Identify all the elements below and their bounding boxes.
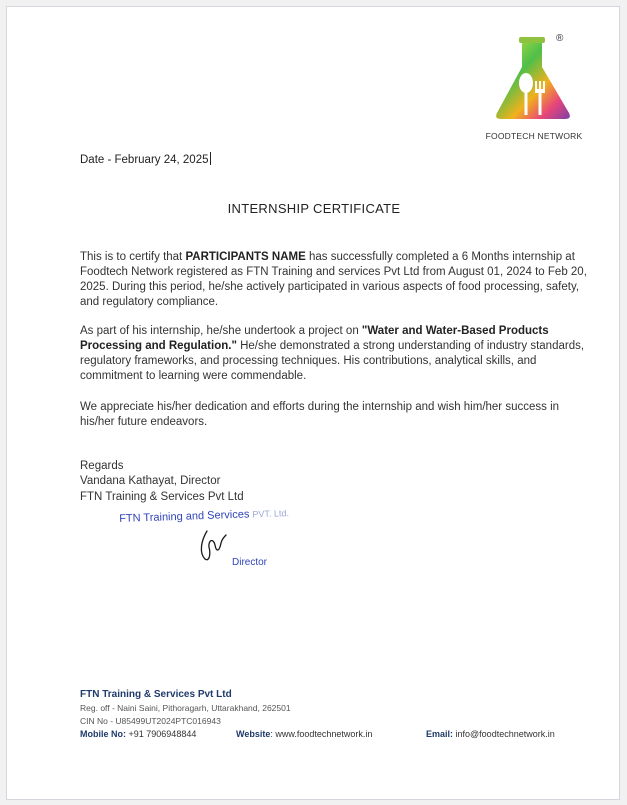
footer-company: FTN Training & Services Pvt Ltd: [80, 689, 232, 700]
footer: [80, 689, 580, 743]
paragraph-appreciation: We appreciate his/her dedication and efforts during the internship and wish him/her success in his/her future endeavors.: [80, 401, 560, 428]
mobile-number: +91 7906948844: [128, 729, 197, 739]
text-cursor: [210, 152, 211, 165]
mobile-label: Mobile No:: [80, 729, 126, 739]
footer-mobile: [80, 729, 196, 739]
footer-cin: CIN No - U85499UT2024PTC016943: [80, 716, 221, 726]
footer-contacts: [80, 729, 580, 743]
website-label: Website: [236, 729, 271, 739]
date-text: Date - February 24, 2025: [80, 154, 209, 166]
participant-name: PARTICIPANTS NAME: [185, 251, 306, 263]
signature-scribble: [195, 527, 235, 563]
stamp-company-name: FTN Training and Services: [119, 508, 250, 525]
certificate-page: [6, 6, 620, 800]
para2-pre: As part of his internship, he/she undertook a project on: [80, 325, 362, 337]
footer-website: [236, 729, 372, 739]
registered-mark: ®: [556, 33, 564, 44]
regards-text: Regards: [80, 460, 124, 472]
email-link[interactable]: info@foodtechnetwork.in: [455, 729, 555, 739]
email-label: Email:: [426, 729, 454, 739]
signoff-block: [80, 459, 244, 505]
company-stamp: [117, 509, 307, 579]
stamp-company-suffix: PVT. Ltd.: [252, 508, 290, 520]
stamp-director: Director: [232, 557, 268, 568]
logo-text: FOODTECH NETWORK: [485, 131, 583, 141]
para1-post: has successfully completed a 6 Months internship at Foodtech Network registered as FTN Training and services Pvt Ltd from August 01, 2024 to Feb 20, 2025. During this period, he/she actively participated in various aspects of food processing, safety, and regulatory compliance.: [80, 251, 587, 308]
footer-email: [426, 729, 555, 739]
website-link[interactable]: : www.foodtechnetwork.in: [270, 729, 373, 739]
signer-name: Vandana Kathayat, Director: [80, 475, 221, 488]
paragraph-project: [80, 324, 588, 384]
para2-post: He/she demonstrated a strong understanding of industry standards, regulatory frameworks, and processing techniques. His contributions, analytical skills, and commitment to learning were commendable.: [80, 340, 585, 382]
certificate-title: INTERNSHIP CERTIFICATE: [227, 201, 401, 216]
project-title: "Water and Water-Based Products Processing and Regulation.": [80, 325, 549, 352]
flask-with-fork-spoon-icon: [491, 31, 577, 127]
stamp-company: [119, 507, 289, 525]
company-logo: [479, 31, 589, 147]
footer-registered-office: Reg. off - Naini Saini, Pithoragarh, Uttarakhand, 262501: [80, 703, 291, 713]
paragraph-certification: [80, 250, 588, 310]
signer-company: FTN Training & Services Pvt Ltd: [80, 490, 244, 503]
date-line: [80, 152, 211, 166]
para1-pre: This is to certify that: [80, 251, 186, 263]
